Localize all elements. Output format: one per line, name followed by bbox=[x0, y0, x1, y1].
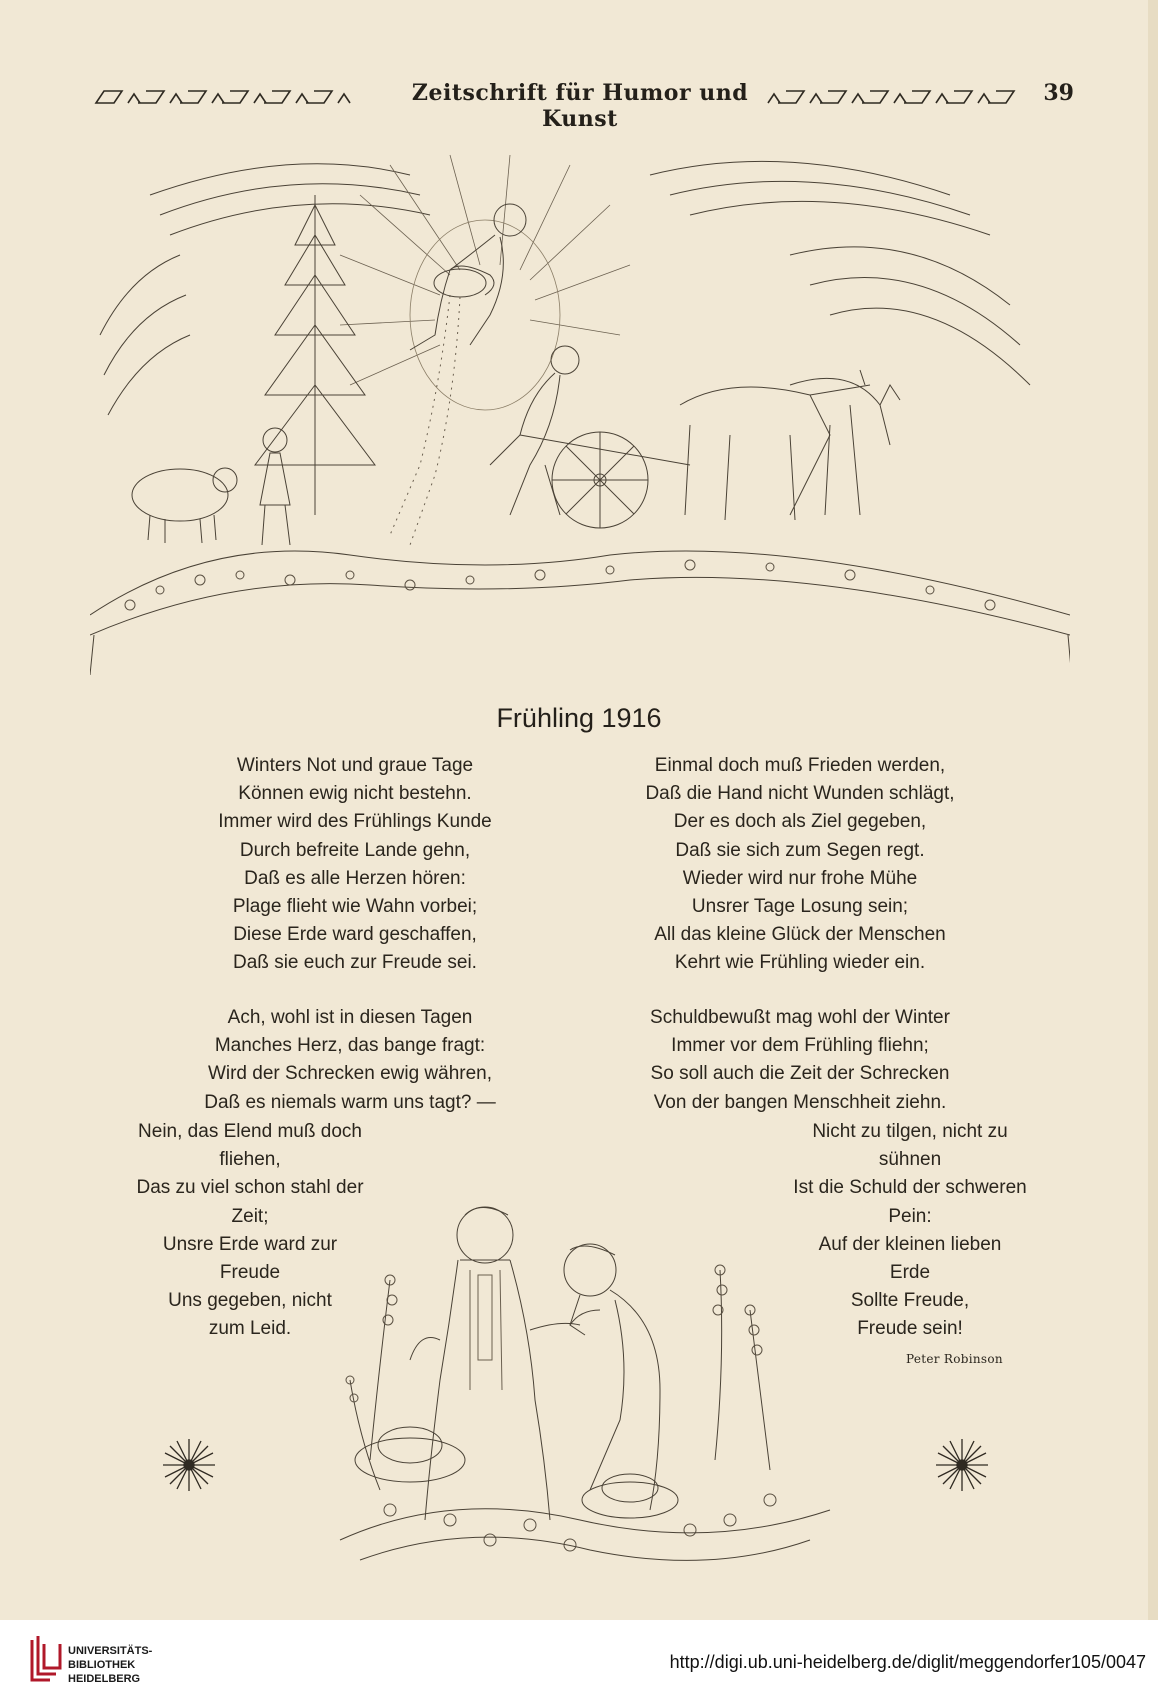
verse-line: Immer wird des Frühlings Kunde bbox=[218, 811, 492, 833]
verse-line: Daß sie euch zur Freude sei. bbox=[233, 952, 477, 974]
verse-line: All das kleine Glück der Menschen bbox=[654, 924, 946, 946]
verse-line: Sollte Freude, bbox=[850, 1290, 970, 1312]
running-header bbox=[94, 80, 1074, 132]
verse-line: Das zu viel schon stahl der bbox=[136, 1177, 364, 1199]
couple-illustration bbox=[330, 1160, 840, 1600]
poem-title: Frühling 1916 bbox=[496, 703, 662, 733]
verse-line: fliehen, bbox=[219, 1149, 281, 1171]
verse-line: Freude sein! bbox=[857, 1318, 963, 1340]
verse-line: Ist die Schuld der schweren bbox=[793, 1177, 1027, 1199]
verse-line: Erde bbox=[889, 1262, 931, 1284]
paper-edge bbox=[1148, 0, 1158, 1620]
star-ornament-left bbox=[159, 1435, 219, 1495]
verse-line: zum Leid. bbox=[208, 1318, 292, 1340]
poem-author: Peter Robinson bbox=[906, 1352, 1003, 1366]
verse-line: Daß es alle Herzen hören: bbox=[244, 867, 466, 889]
spring-sowing-illustration bbox=[90, 135, 1070, 735]
verse-line: Daß sie sich zum Segen regt. bbox=[675, 839, 925, 861]
stanza bbox=[590, 1004, 1010, 1117]
verse-line: Pein: bbox=[888, 1205, 932, 1227]
verse-line: Daß es niemals warm uns tagt? — bbox=[204, 1091, 496, 1113]
library-name-line: HEIDELBERG bbox=[68, 1673, 141, 1685]
verse-line: Nein, das Elend muß doch bbox=[138, 1121, 362, 1142]
verse-line: Kehrt wie Frühling wieder ein. bbox=[674, 952, 926, 974]
verse-line: Auf der kleinen lieben bbox=[818, 1233, 1002, 1255]
stanza bbox=[590, 752, 1010, 978]
verse-line: Schuldbewußt mag wohl der Winter bbox=[650, 1007, 950, 1028]
verse-line: sühnen bbox=[878, 1149, 942, 1171]
verse-line: Durch befreite Lande gehn, bbox=[239, 839, 471, 861]
verse-line: Winters Not und graue Tage bbox=[236, 755, 474, 776]
header-ornament-left bbox=[94, 88, 356, 106]
verse-line: Diese Erde ward geschaffen, bbox=[233, 924, 477, 946]
verse-line: Ach, wohl ist in diesen Tagen bbox=[227, 1007, 473, 1028]
verse-line: Nicht zu tilgen, nicht zu bbox=[812, 1121, 1008, 1142]
library-name bbox=[68, 1644, 152, 1686]
source-url-link[interactable]: http://digi.ub.uni-heidelberg.de/diglit/meggendorfer105/0047 bbox=[669, 1652, 1146, 1672]
stanza bbox=[155, 1004, 545, 1117]
header-ornament-right bbox=[766, 88, 1028, 106]
page-number: 39 bbox=[1043, 80, 1074, 106]
verse-line: Uns gegeben, nicht bbox=[168, 1290, 332, 1312]
verse-line: Unsrer Tage Losung sein; bbox=[691, 896, 909, 918]
stanza bbox=[180, 752, 530, 978]
verse-line: Daß die Hand nicht Wunden schlägt, bbox=[645, 783, 955, 805]
verse-line: Wieder wird nur frohe Mühe bbox=[682, 867, 918, 889]
verse-line: Unsre Erde ward zur bbox=[162, 1233, 338, 1255]
verse-line: Manches Herz, das bange fragt: bbox=[214, 1035, 486, 1057]
library-name-line: UNIVERSITÄTS- bbox=[68, 1645, 153, 1657]
journal-title: Zeitschrift für Humor und Kunst bbox=[411, 80, 749, 132]
star-ornament-right bbox=[932, 1435, 992, 1495]
verse-line: So soll auch die Zeit der Schrecken bbox=[650, 1063, 950, 1085]
verse-line: Plage flieht wie Wahn vorbei; bbox=[232, 896, 478, 918]
verse-line: Freude bbox=[219, 1262, 281, 1284]
verse-line: Können ewig nicht bestehn. bbox=[238, 783, 472, 805]
library-logo-icon bbox=[28, 1634, 64, 1684]
verse-line: Wird der Schrecken ewig währen, bbox=[207, 1063, 493, 1085]
verse-line: Von der bangen Menschheit ziehn. bbox=[653, 1091, 947, 1113]
verse-line: Der es doch als Ziel gegeben, bbox=[673, 811, 927, 833]
library-name-line: BIBLIOTHEK bbox=[68, 1659, 136, 1671]
verse-line: Einmal doch muß Frieden werden, bbox=[654, 755, 946, 776]
verse-line: Immer vor dem Frühling fliehn; bbox=[671, 1035, 929, 1057]
digitization-footer bbox=[0, 1620, 1158, 1704]
verse-line: Zeit; bbox=[231, 1205, 269, 1227]
